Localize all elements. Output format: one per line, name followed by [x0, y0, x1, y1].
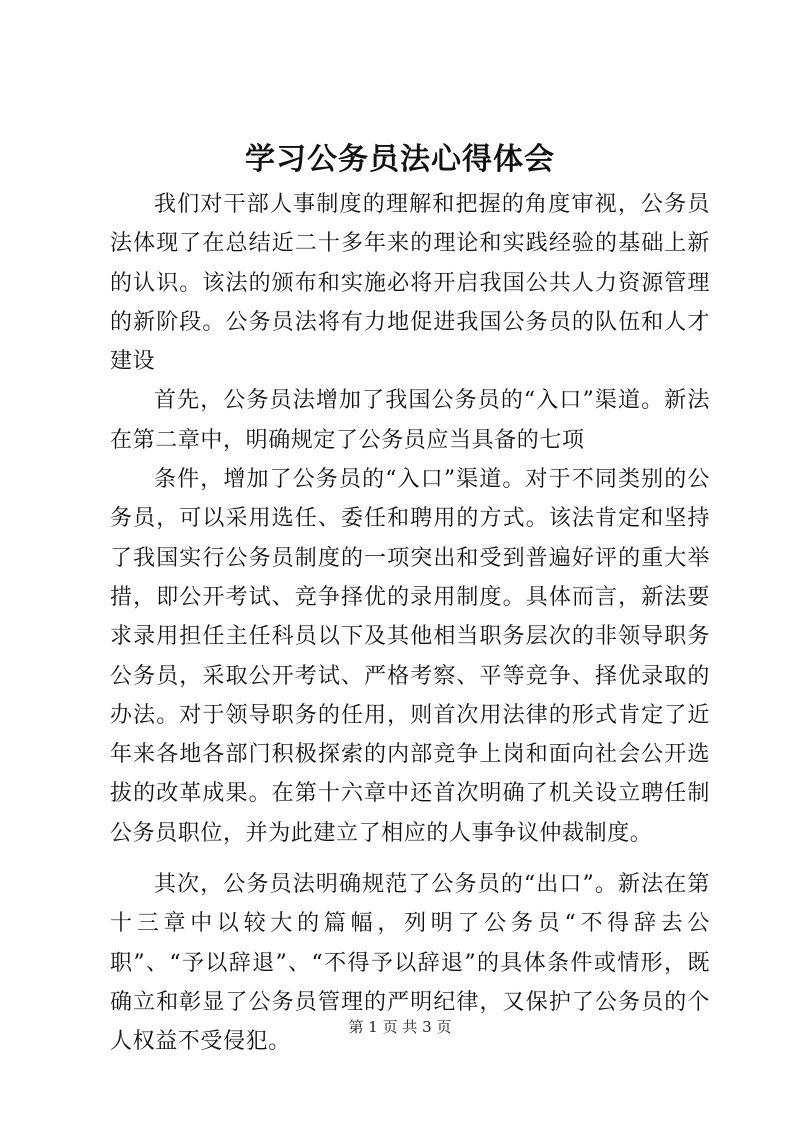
document-body — [110, 185, 710, 1062]
paragraph-entry-channel: 首先，公务员法增加了我国公务员的“入口”渠道。新法在第二章中，明确规定了公务员应当具备的七项 — [110, 388, 710, 453]
paragraph-intro: 我们对干部人事制度的理解和把握的角度审视，公务员法体现了在总结近二十多年来的理论和实践经验的基础上新的认识。该法的颁布和实施必将开启我国公共人力资源管理的新阶段。公务员法将有力地促进我国公务员的队伍和人才建设 — [110, 192, 710, 375]
paragraph-entry-conditions: 条件，增加了公务员的“入口”渠道。对于不同类别的公务员，可以采用选任、委任和聘用的方式。该法肯定和坚持了我国实行公务员制度的一项突出和受到普遍好评的重大举措，即公开考试、竞争择优的录用制度。具体而言，新法要求录用担任主任科员以下及其他相当职务层次的非领导职务公务员，采取公开考试、严格考察、平等竞争、择优录取的办法。对于领导职务的任用，则首次用法律的形式肯定了近年来各地各部门积极探索的内部竞争上岗和面向社会公开选拔的改革成果。在第十六章中还首次明确了机关设立聘任制公务员职位，并为此建立了相应的人事争议仲裁制度。 — [110, 467, 710, 846]
document-title: 学习公务员法心得体会 — [245, 142, 555, 177]
page-number-footer: 第 1 页 共 3 页 — [348, 1018, 452, 1036]
paragraph-exit-channel: 其次，公务员法明确规范了公务员的“出口”。新法在第十三章中以较大的篇幅，列明了公务员“不得辞去公职”、“予以辞退”、“不得予以辞退”的具体条件或情形，既确立和彰显了公务员管理的严明纪律，又保护了公务员的个人权益不受侵犯。 — [110, 872, 710, 1055]
